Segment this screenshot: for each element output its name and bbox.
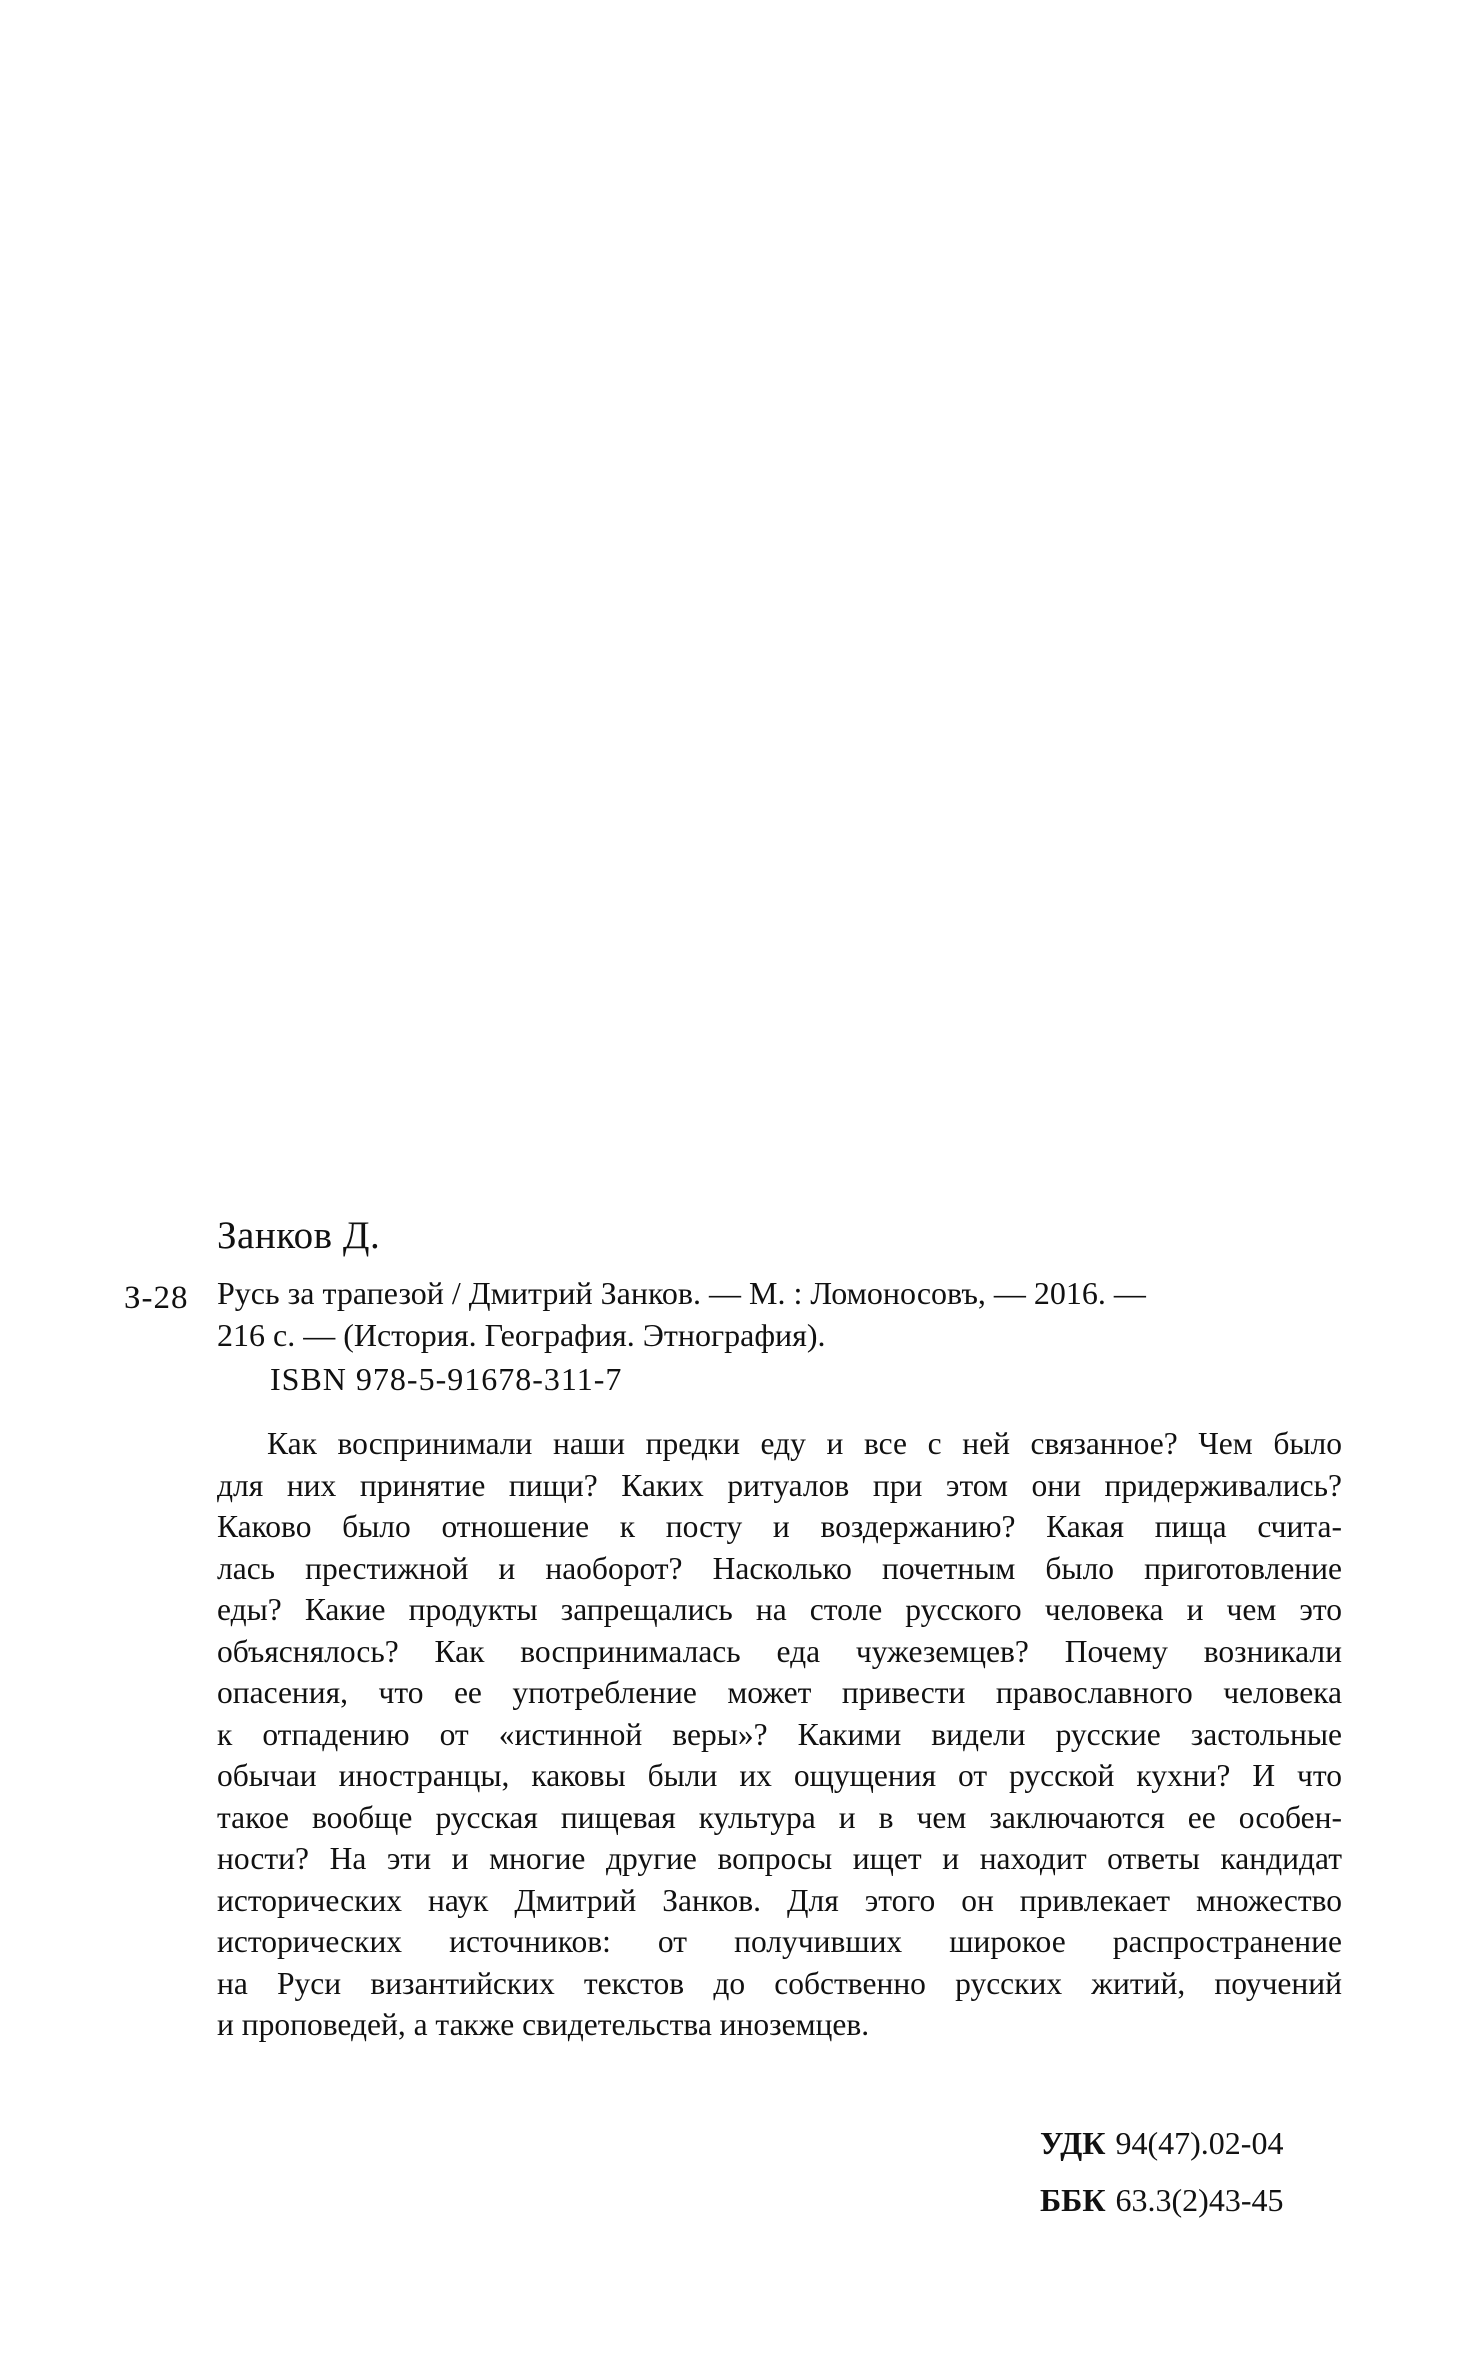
udk-label: УДК xyxy=(1040,2125,1106,2161)
annotation xyxy=(217,1423,1342,2046)
author-name: Занков Д. xyxy=(217,1214,381,1257)
bbk-index xyxy=(1040,2172,1283,2229)
annotation-line: ности? На эти и многие другие вопросы ищет и находит ответы кандидат xyxy=(217,1841,1342,1876)
annotation-line: для них принятие пищи? Каких ритуалов при этом они придерживались? xyxy=(217,1467,1342,1503)
annotation-line: к отпадению от «истинной веры»? Какими видели русские застольные xyxy=(217,1716,1342,1752)
bibliographic-description xyxy=(217,1272,1339,1356)
annotation-line: и проповедей, а также свидетельства иноземцев. xyxy=(217,2007,870,2042)
biblio-line: Русь за трапезой / Дмитрий Занков. — М. : Ломоносовъ, — 2016. — xyxy=(217,1275,1146,1311)
udk-index xyxy=(1040,2115,1283,2172)
annotation-line: Как воспринимали наши предки еду и все с ней связанное? Чем было xyxy=(267,1426,1342,1461)
isbn: ISBN 978-5-91678-311-7 xyxy=(270,1361,623,1397)
bbk-label: ББК xyxy=(1040,2182,1106,2218)
biblio-line: 216 с. — (История. География. Этнография). xyxy=(217,1317,826,1353)
annotation-line: Каково было отношение к посту и воздержанию? Какая пища счита- xyxy=(217,1509,1342,1544)
annotation-line: на Руси византийских текстов до собственно русских житий, поучений xyxy=(217,1965,1342,2001)
annotation-line: исторических источников: от получивших широкое распространение xyxy=(217,1924,1342,1959)
annotation-line: опасения, что ее употребление может привести православного человека xyxy=(217,1675,1342,1710)
annotation-line: обычаи иностранцы, каковы были их ощущения от русской кухни? И что xyxy=(217,1758,1342,1793)
author-mark-code: З-28 xyxy=(124,1280,189,1316)
annotation-line: лась престижной и наоборот? Насколько почетным было приготовление xyxy=(217,1550,1342,1586)
udk-value: 94(47).02-04 xyxy=(1115,2125,1284,2161)
annotation-line: объяснялось? Как воспринималась еда чужеземцев? Почему возникали xyxy=(217,1633,1342,1669)
annotation-line: исторических наук Дмитрий Занков. Для этого он привлекает множество xyxy=(217,1882,1342,1918)
classification-indices xyxy=(1040,2115,1283,2229)
annotation-line: такое вообще русская пищевая культура и в чем заключаются ее особен- xyxy=(217,1799,1342,1835)
bbk-value: 63.3(2)43-45 xyxy=(1115,2182,1284,2218)
annotation-line: еды? Какие продукты запрещались на столе русского человека и чем это xyxy=(217,1592,1342,1627)
